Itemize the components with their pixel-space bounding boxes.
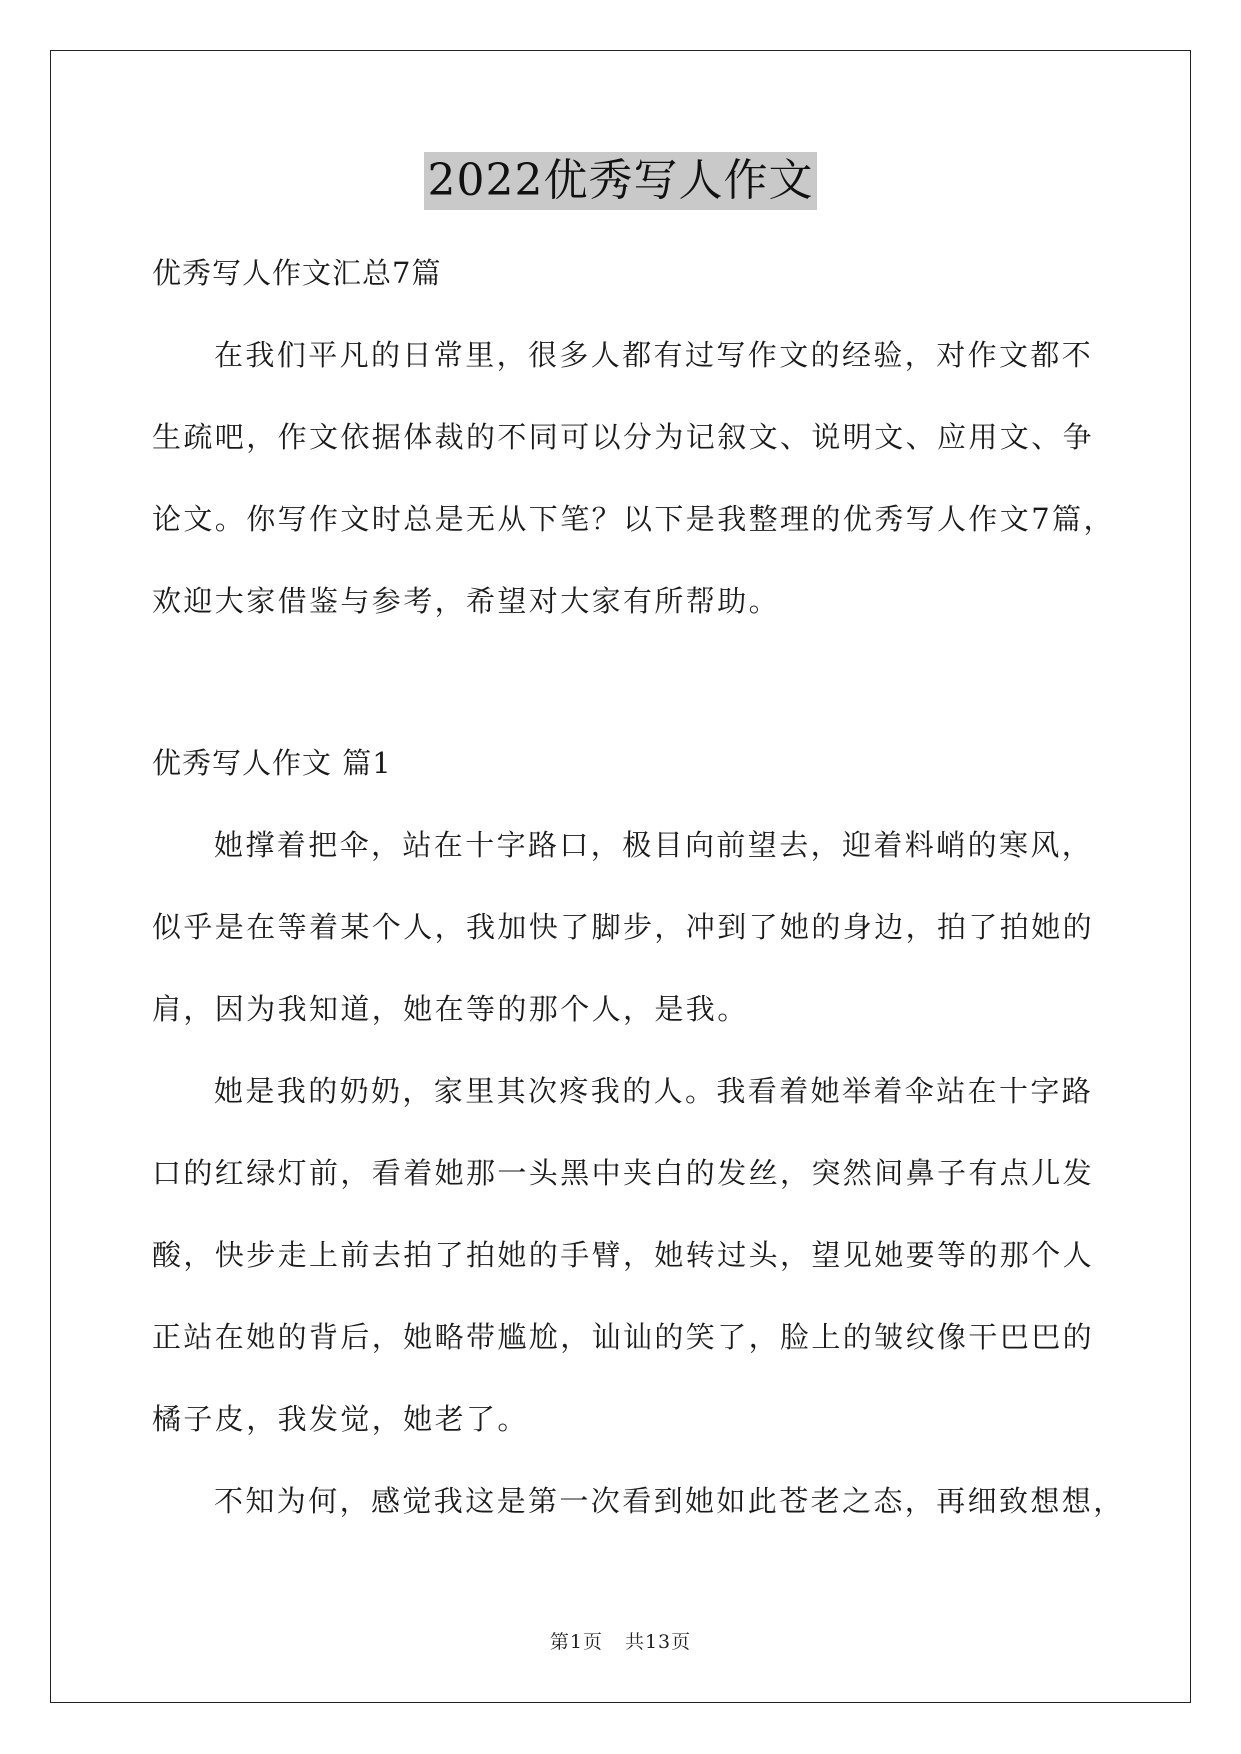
- paragraph-line: 橘子皮，我发觉，她老了。: [152, 1402, 529, 1436]
- document-body: [152, 232, 1125, 1542]
- page-total: 共13页: [624, 1631, 692, 1653]
- paragraph-line: 不知为何，感觉我这是第一次看到她如此苍老之态，再细致想想，: [214, 1484, 1125, 1518]
- intro-line: 论文。你写作文时总是无从下笔？以下是我整理的优秀写人作文7篇，: [152, 502, 1115, 536]
- document-title: 2022优秀写人作文: [424, 152, 818, 210]
- intro-paragraph: [152, 314, 1115, 642]
- paragraph-line: 肩，因为我知道，她在等的那个人，是我。: [152, 992, 749, 1026]
- paragraph-line: 她是我的奶奶，家里其次疼我的人。我看着她举着伞站在十字路: [214, 1074, 1094, 1108]
- page-footer: [0, 1627, 1241, 1654]
- paragraph-2: [152, 1050, 1095, 1460]
- section-spacer: [152, 642, 1092, 722]
- paragraph-line: 酸，快步走上前去拍了拍她的手臂，她转过头，望见她要等的那个人: [152, 1238, 1095, 1272]
- paragraph-line: 正站在她的背后，她略带尴尬，讪讪的笑了，脸上的皱纹像干巴巴的: [152, 1320, 1095, 1354]
- paragraph-line: 口的红绿灯前，看着她那一头黑中夹白的发丝，突然间鼻子有点儿发: [152, 1156, 1095, 1190]
- intro-line: 欢迎大家借鉴与参考，希望对大家有所帮助。: [152, 584, 781, 618]
- paragraph-1: [152, 804, 1095, 1050]
- paragraph-3: [152, 1460, 1125, 1542]
- paragraph-line: 她撑着把伞，站在十字路口，极目向前望去，迎着料峭的寒风，: [214, 828, 1094, 862]
- section-heading: 优秀写人作文 篇1: [152, 746, 392, 780]
- page-number: 第1页: [549, 1631, 603, 1653]
- title-block: [0, 152, 1241, 210]
- intro-line: 生疏吧，作文依据体裁的不同可以分为记叙文、说明文、应用文、争: [152, 420, 1095, 454]
- document-subtitle: 优秀写人作文汇总7篇: [152, 256, 442, 290]
- paragraph-line: 似乎是在等着某个人，我加快了脚步，冲到了她的身边，拍了拍她的: [152, 910, 1095, 944]
- intro-line: 在我们平凡的日常里，很多人都有过写作文的经验，对作文都不: [214, 338, 1094, 372]
